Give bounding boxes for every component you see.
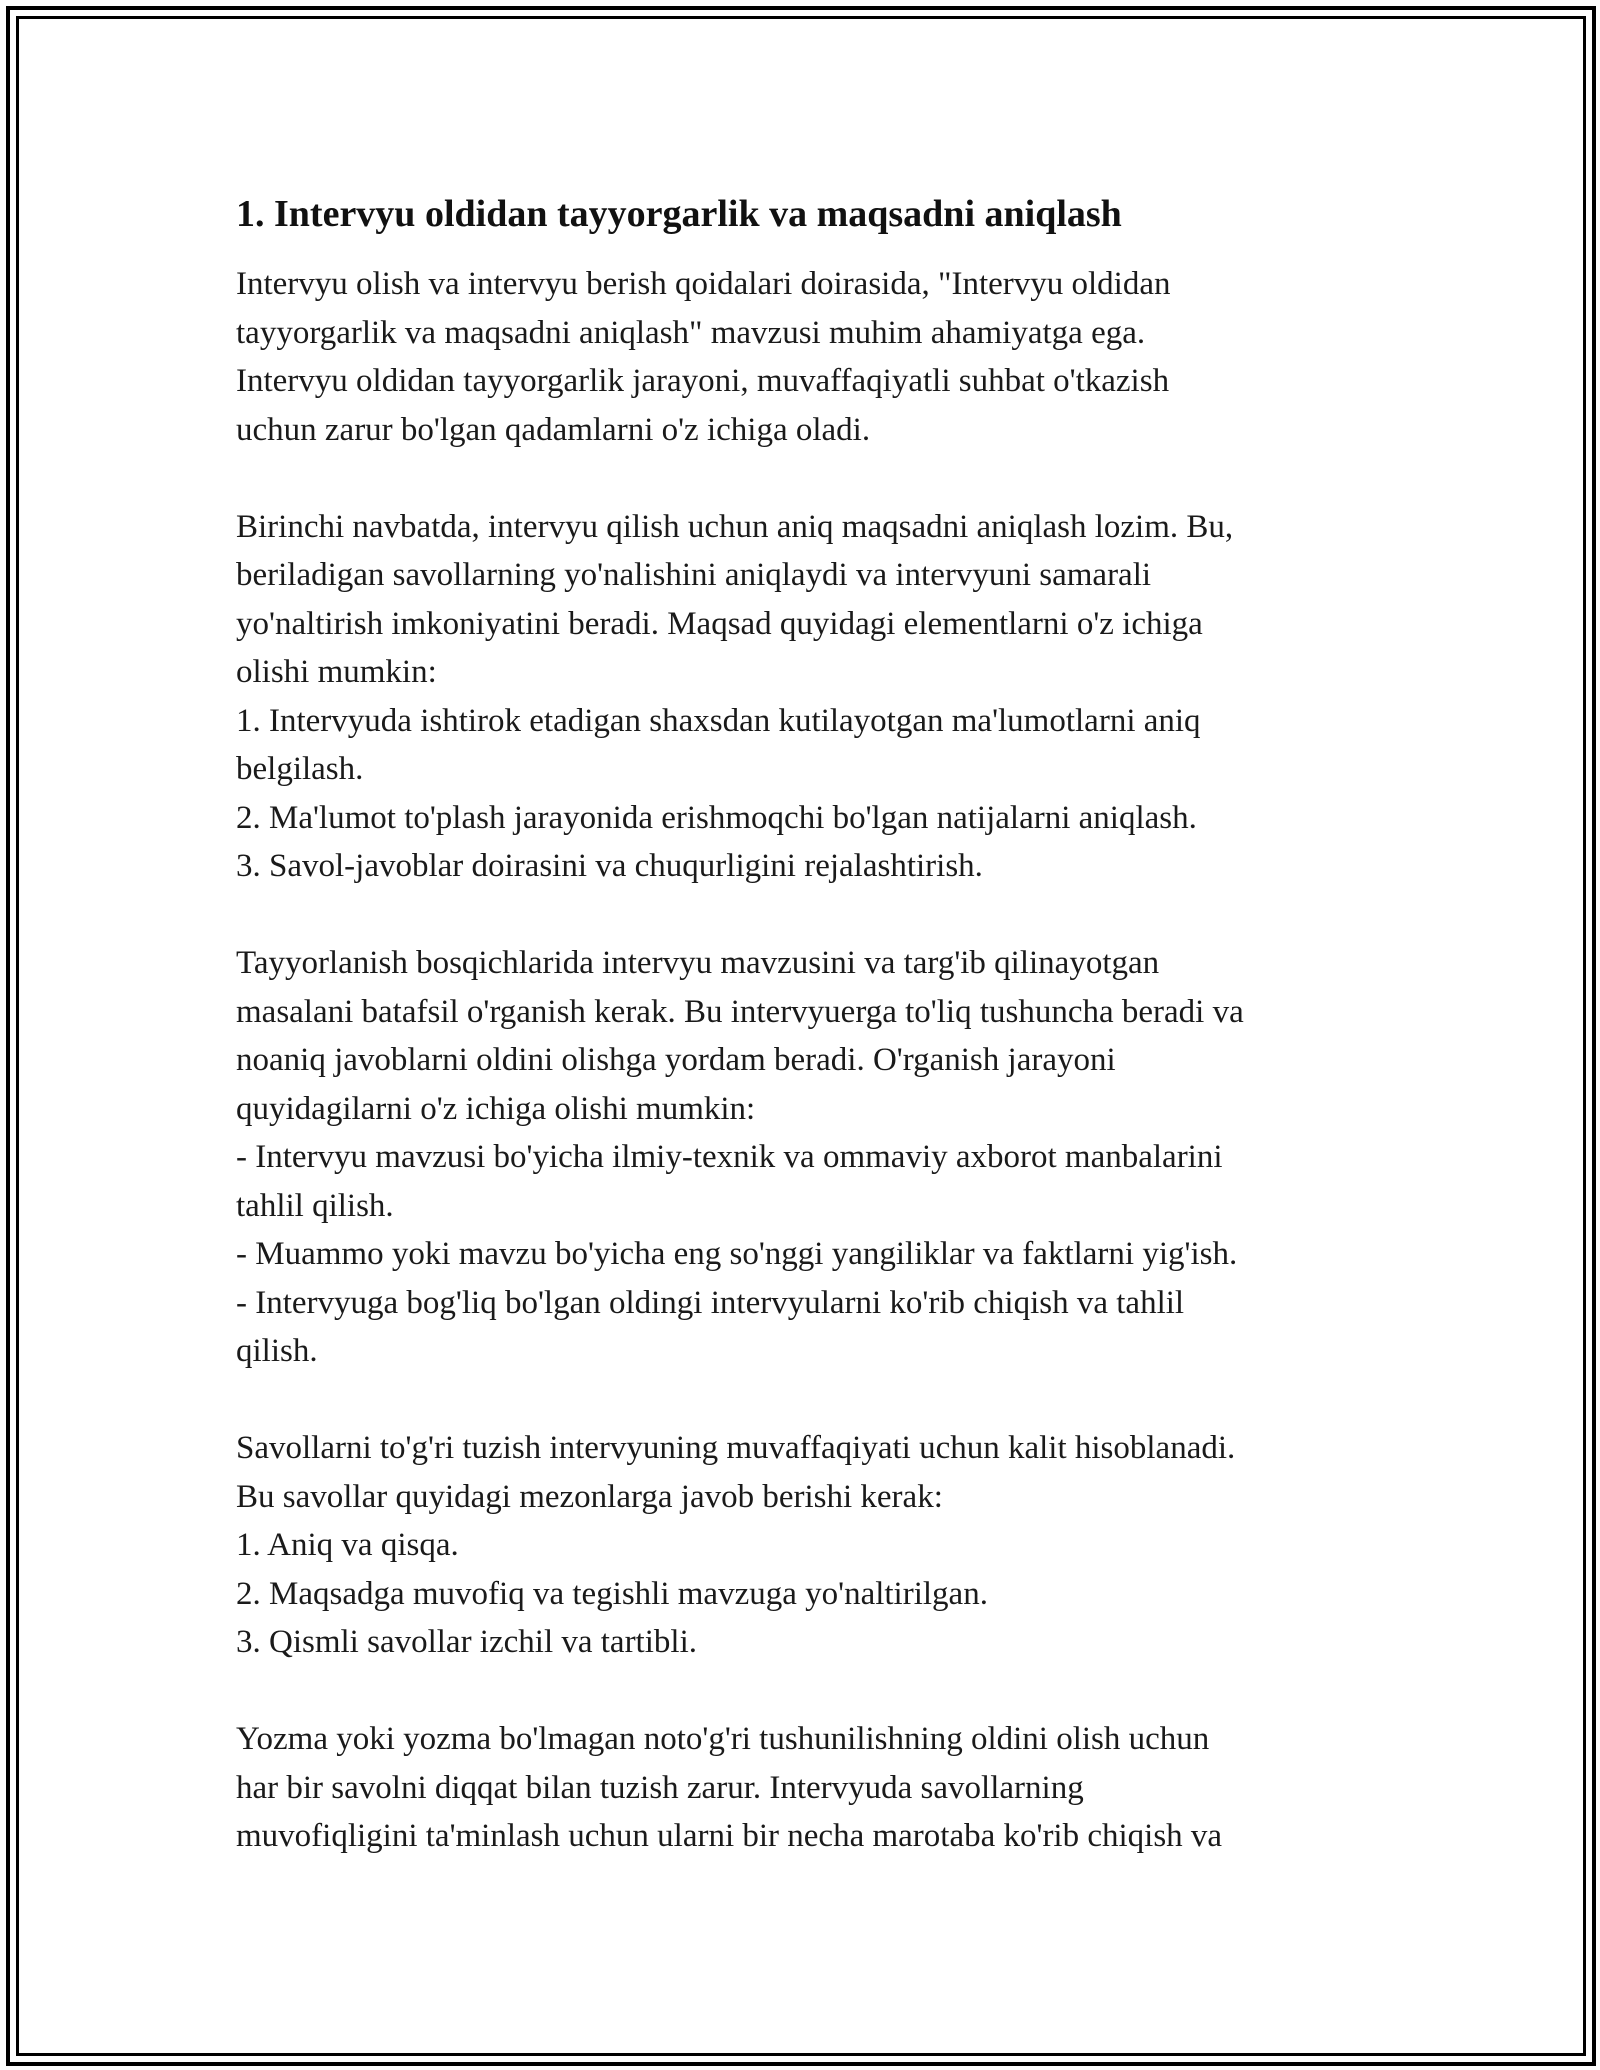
paragraph-goal [236, 503, 1366, 891]
document-body [236, 190, 1366, 1909]
paragraph-preparation [236, 939, 1366, 1376]
list-item: - Muammo yoki mavzu bo'yicha eng so'nggi yangiliklar va faktlarni yig'ish. [236, 1236, 1238, 1272]
text-line: yo'naltirish imkoniyatini beradi. Maqsad quyidagi elementlarni o'z ichiga [236, 605, 1203, 642]
text-line: tayyorgarlik va maqsadni aniqlash" mavzusi muhim ahamiyatga ega. [236, 314, 1146, 351]
text-line: tahlil qilish. [236, 1187, 394, 1224]
text-line: Tayyorlanish bosqichlarida intervyu mavzusini va targ'ib qilinayotgan [236, 945, 1160, 981]
paragraph-closing [236, 1715, 1366, 1861]
text-line: Birinchi navbatda, intervyu qilish uchun aniq maqsadni aniqlash lozim. Bu, [236, 508, 1234, 545]
text-line: noaniq javoblarni oldini olishga yordam beradi. O'rganish jarayoni [236, 1042, 1116, 1078]
list-item: - Intervyu mavzusi bo'yicha ilmiy-texnik va ommaviy axborot manbalarini [236, 1139, 1223, 1175]
text-line: masalani batafsil o'rganish kerak. Bu intervyuerga to'liq tushuncha beradi va [236, 993, 1244, 1030]
list-item: 3. Qismli savollar izchil va tartibli. [236, 1624, 697, 1660]
text-line: Intervyu olish va intervyu berish qoidalari doirasida, "Intervyu oldidan [236, 266, 1171, 302]
text-line: beriladigan savollarning yo'nalishini aniqlaydi va intervyuni samarali [236, 557, 1152, 593]
section-heading: 1. Intervyu oldidan tayyorgarlik va maqsadni aniqlash [236, 193, 1122, 235]
text-line: Yozma yoki yozma bo'lmagan noto'g'ri tushunilishning oldini olish uchun [236, 1721, 1210, 1757]
text-line: Savollarni to'g'ri tuzish intervyuning muvaffaqiyati uchun kalit hisoblanadi. [236, 1430, 1236, 1466]
list-item: 1. Intervyuda ishtirok etadigan shaxsdan kutilayotgan ma'lumotlarni aniq [236, 702, 1201, 739]
text-line: Intervyu oldidan tayyorgarlik jarayoni, muvaffaqiyatli suhbat o'tkazish [236, 363, 1170, 399]
text-line: uchun zarur bo'lgan qadamlarni o'z ichiga oladi. [236, 411, 871, 448]
list-item: 2. Ma'lumot to'plash jarayonida erishmoqchi bo'lgan natijalarni aniqlash. [236, 799, 1197, 836]
list-item: 3. Savol-javoblar doirasini va chuqurligini rejalashtirish. [236, 848, 983, 884]
text-line: har bir savolni diqqat bilan tuzish zarur. Intervyuda savollarning [236, 1769, 1084, 1806]
text-line: qilish. [236, 1333, 318, 1369]
text-line: quyidagilarni o'z ichiga olishi mumkin: [236, 1090, 756, 1127]
paragraph-questions [236, 1424, 1366, 1667]
list-item: 1. Aniq va qisqa. [236, 1527, 459, 1563]
paragraph-intro [236, 260, 1366, 454]
text-line: Bu savollar quyidagi mezonlarga javob berishi kerak: [236, 1478, 943, 1515]
list-item: 2. Maqsadga muvofiq va tegishli mavzuga yo'naltirilgan. [236, 1575, 988, 1612]
text-line: belgilash. [236, 751, 364, 787]
text-line: olishi mumkin: [236, 654, 437, 690]
list-item: - Intervyuga bog'liq bo'lgan oldingi intervyularni ko'rib chiqish va tahlil [236, 1284, 1185, 1321]
text-line: muvofiqligini ta'minlash uchun ularni bir necha marotaba ko'rib chiqish va [236, 1818, 1223, 1854]
